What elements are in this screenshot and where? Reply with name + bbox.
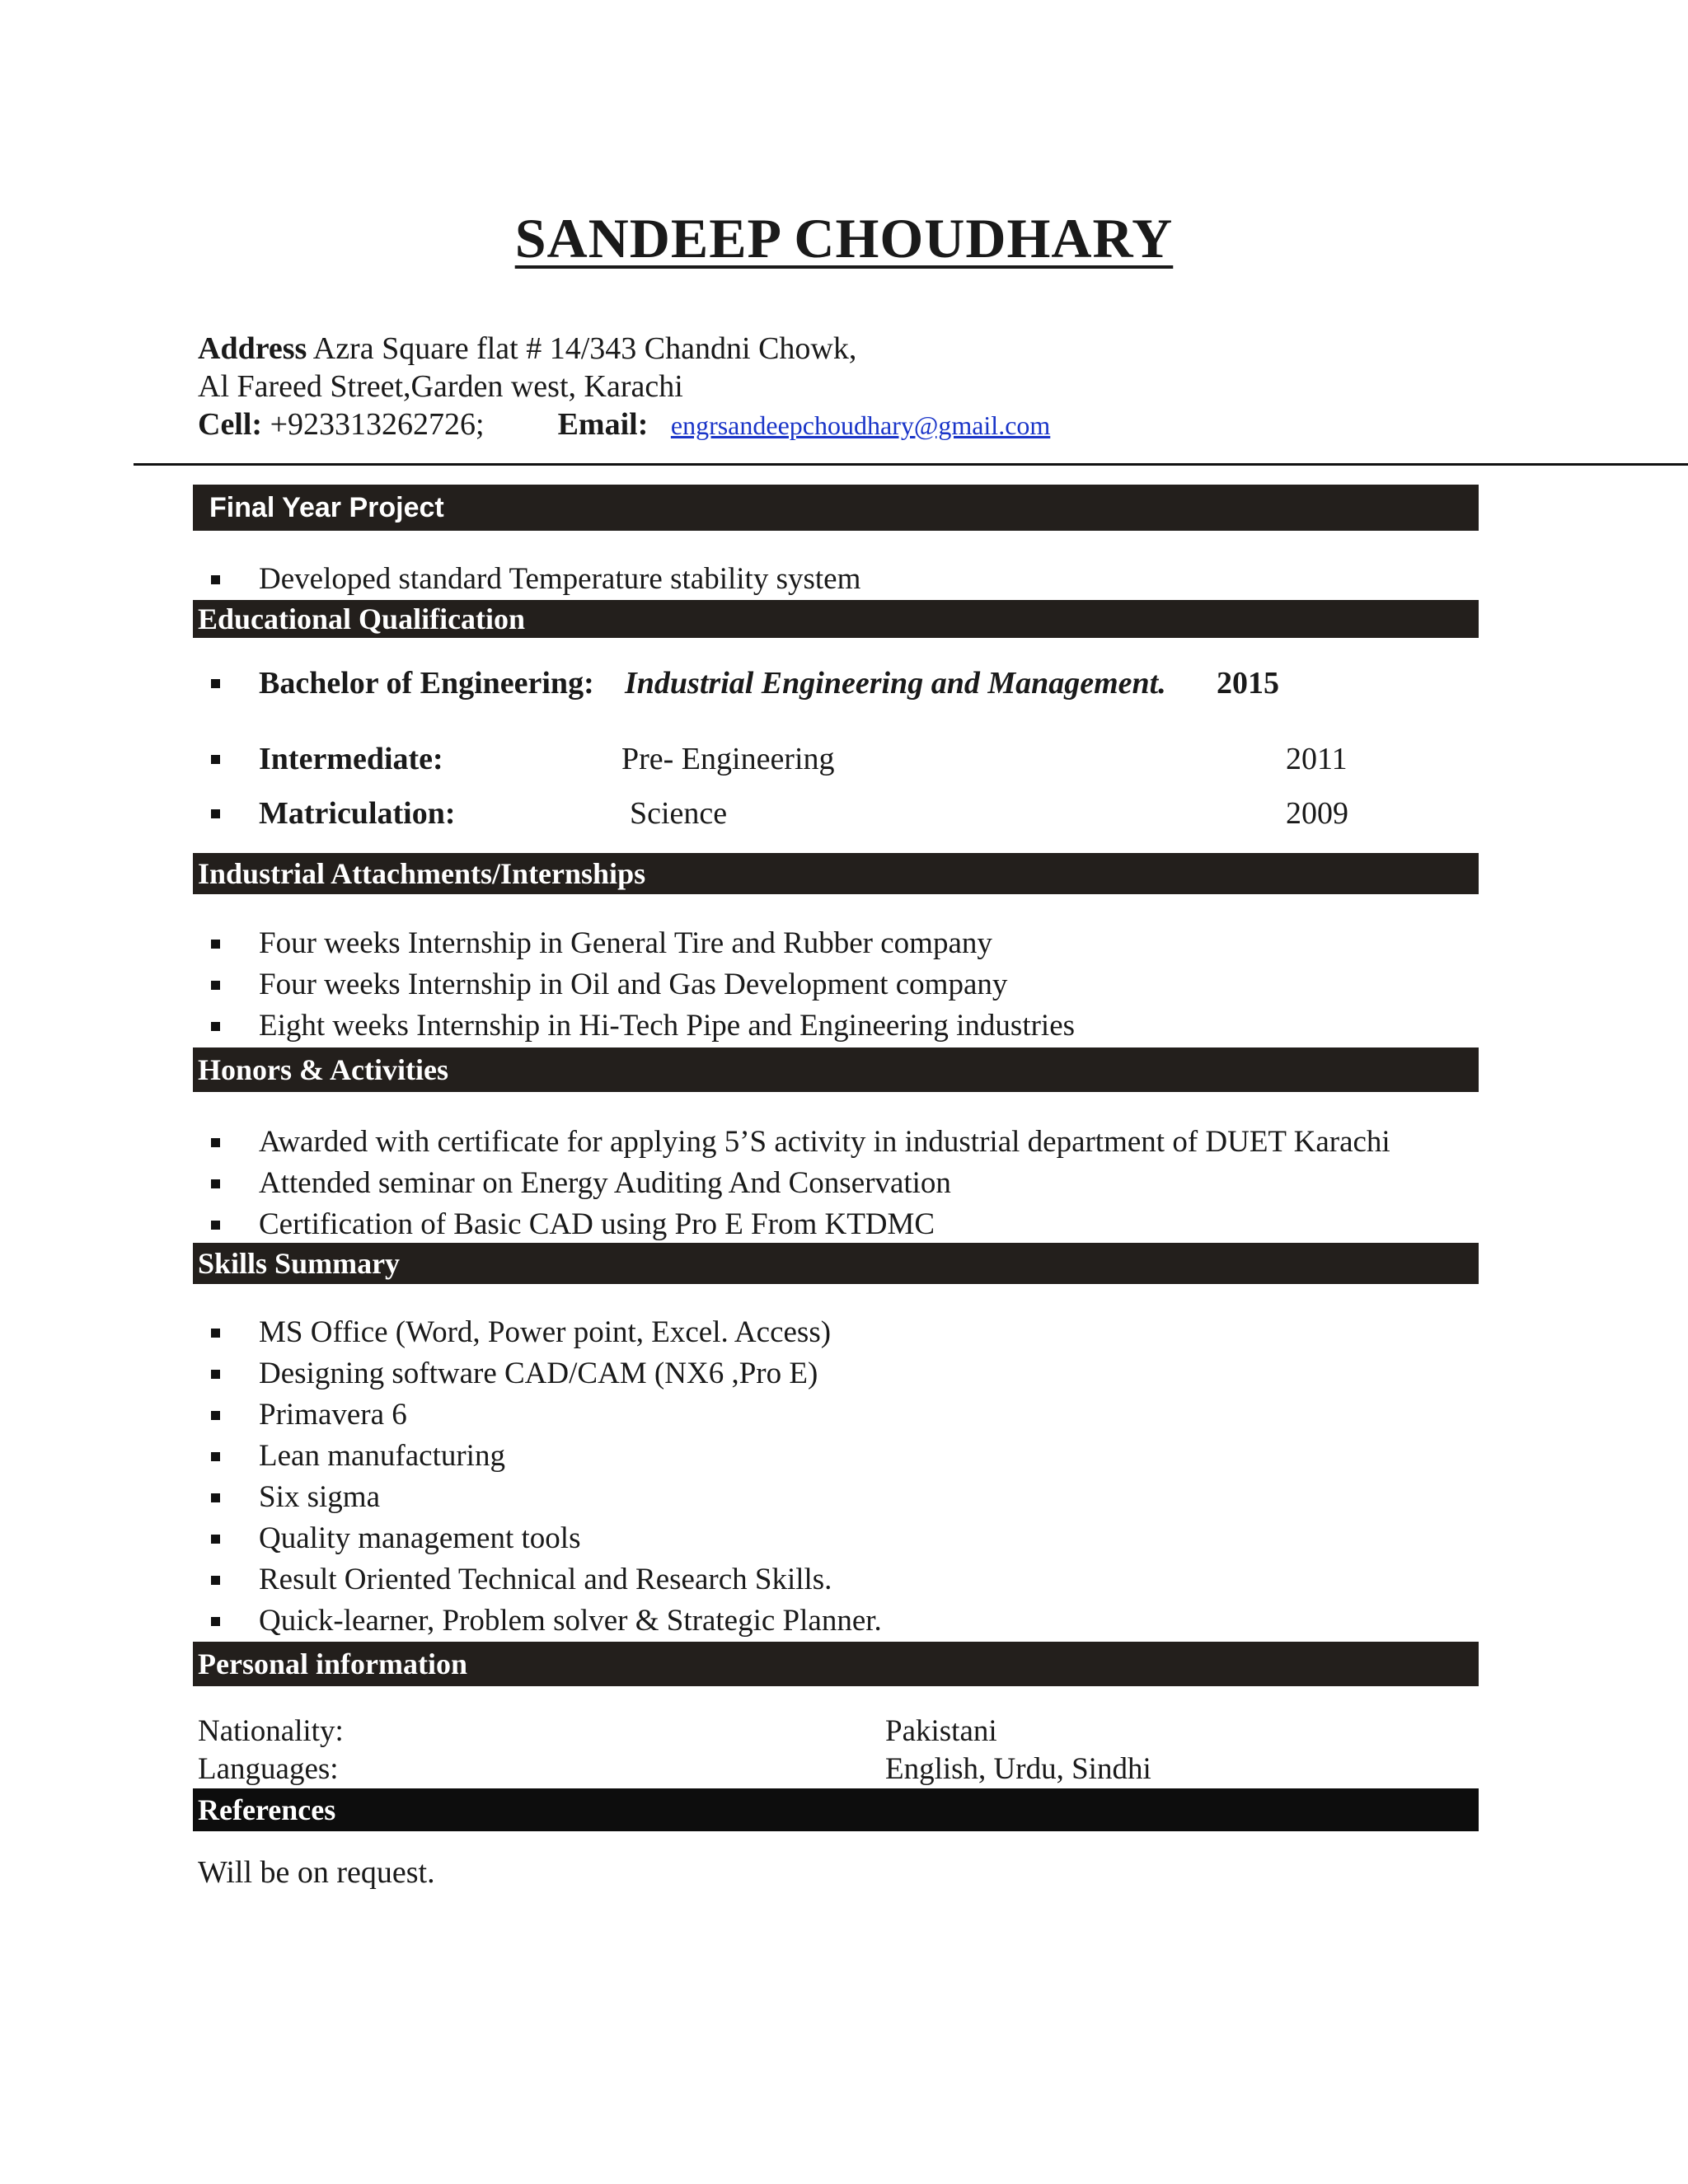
- list-item: Eight weeks Internship in Hi-Tech Pipe and Engineering industries: [209, 1005, 1075, 1047]
- section-header-education: Educational Qualification: [193, 600, 1479, 638]
- personal-label: Nationality:: [198, 1714, 344, 1748]
- education-degree-label: Intermediate:: [259, 742, 443, 776]
- education-row-matriculation: [209, 793, 1528, 834]
- personal-value: English, Urdu, Sindhi: [885, 1752, 1151, 1786]
- section-header-final-year-project: Final Year Project: [193, 485, 1479, 531]
- skills-list: [209, 1312, 882, 1642]
- address-label: Address: [198, 331, 307, 366]
- list-item: Four weeks Internship in General Tire and Rubber company: [209, 923, 1075, 964]
- list-item: Quick-learner, Problem solver & Strategic Planner.: [209, 1601, 882, 1642]
- references-text: Will be on request.: [198, 1855, 435, 1890]
- personal-label: Languages:: [198, 1752, 339, 1786]
- education-row-bachelor: [209, 663, 1528, 704]
- internships-list: [209, 923, 1075, 1047]
- list-item: Awarded with certificate for applying 5’S activity in industrial department of DUET Karachi: [209, 1122, 1390, 1163]
- education-year: 2015: [1217, 666, 1279, 701]
- list-item: Quality management tools: [209, 1518, 882, 1559]
- education-degree-label: Bachelor of Engineering:: [259, 666, 594, 701]
- section-header-references: References: [193, 1788, 1479, 1831]
- honors-list: [209, 1122, 1390, 1245]
- education-year: 2009: [1286, 796, 1348, 831]
- section-header-personal-info: Personal information: [193, 1642, 1479, 1686]
- list-item: Result Oriented Technical and Research Skills.: [209, 1559, 882, 1601]
- list-item: Developed standard Temperature stability system: [209, 559, 860, 600]
- education-year: 2011: [1286, 742, 1348, 776]
- section-header-honors: Honors & Activities: [193, 1047, 1479, 1092]
- list-item: Lean manufacturing: [209, 1436, 882, 1477]
- list-item: Designing software CAD/CAM (NX6 ,Pro E): [209, 1353, 882, 1394]
- address-line-2: Al Fareed Street,Garden west, Karachi: [198, 369, 683, 404]
- personal-value: Pakistani: [885, 1714, 997, 1748]
- cell-label: Cell:: [198, 407, 263, 442]
- personal-row-languages: [198, 1750, 1517, 1788]
- contact-block: [198, 330, 1050, 444]
- list-item: Six sigma: [209, 1477, 882, 1518]
- list-item: MS Office (Word, Power point, Excel. Access): [209, 1312, 882, 1353]
- list-item: Attended seminar on Energy Auditing And Conservation: [209, 1163, 1390, 1204]
- education-field: Science: [630, 796, 728, 831]
- education-field: Industrial Engineering and Management.: [625, 666, 1166, 701]
- list-item: Primavera 6: [209, 1394, 882, 1436]
- education-field: Pre- Engineering: [621, 742, 835, 776]
- address-line-1: [198, 330, 1050, 368]
- email-link[interactable]: engrsandeepchoudhary@gmail.com: [670, 410, 1051, 440]
- list-item: Four weeks Internship in Oil and Gas Development company: [209, 964, 1075, 1005]
- email-label: Email:: [557, 407, 649, 442]
- candidate-name: SANDEEP CHOUDHARY: [514, 207, 1174, 269]
- personal-row-nationality: [198, 1713, 1517, 1750]
- education-degree-label: Matriculation:: [259, 796, 456, 831]
- list-item: Certification of Basic CAD using Pro E From KTDMC: [209, 1204, 1390, 1245]
- contact-line: [198, 405, 1050, 444]
- education-row-intermediate: [209, 738, 1528, 780]
- section-header-internships: Industrial Attachments/Internships: [193, 853, 1479, 894]
- final-year-project-list: [209, 559, 860, 600]
- cell-value: +923313262726;: [270, 407, 485, 442]
- address-value: Azra Square flat # 14/343 Chandni Chowk,: [312, 331, 857, 366]
- section-header-skills: Skills Summary: [193, 1243, 1479, 1284]
- header-divider: [134, 463, 1688, 466]
